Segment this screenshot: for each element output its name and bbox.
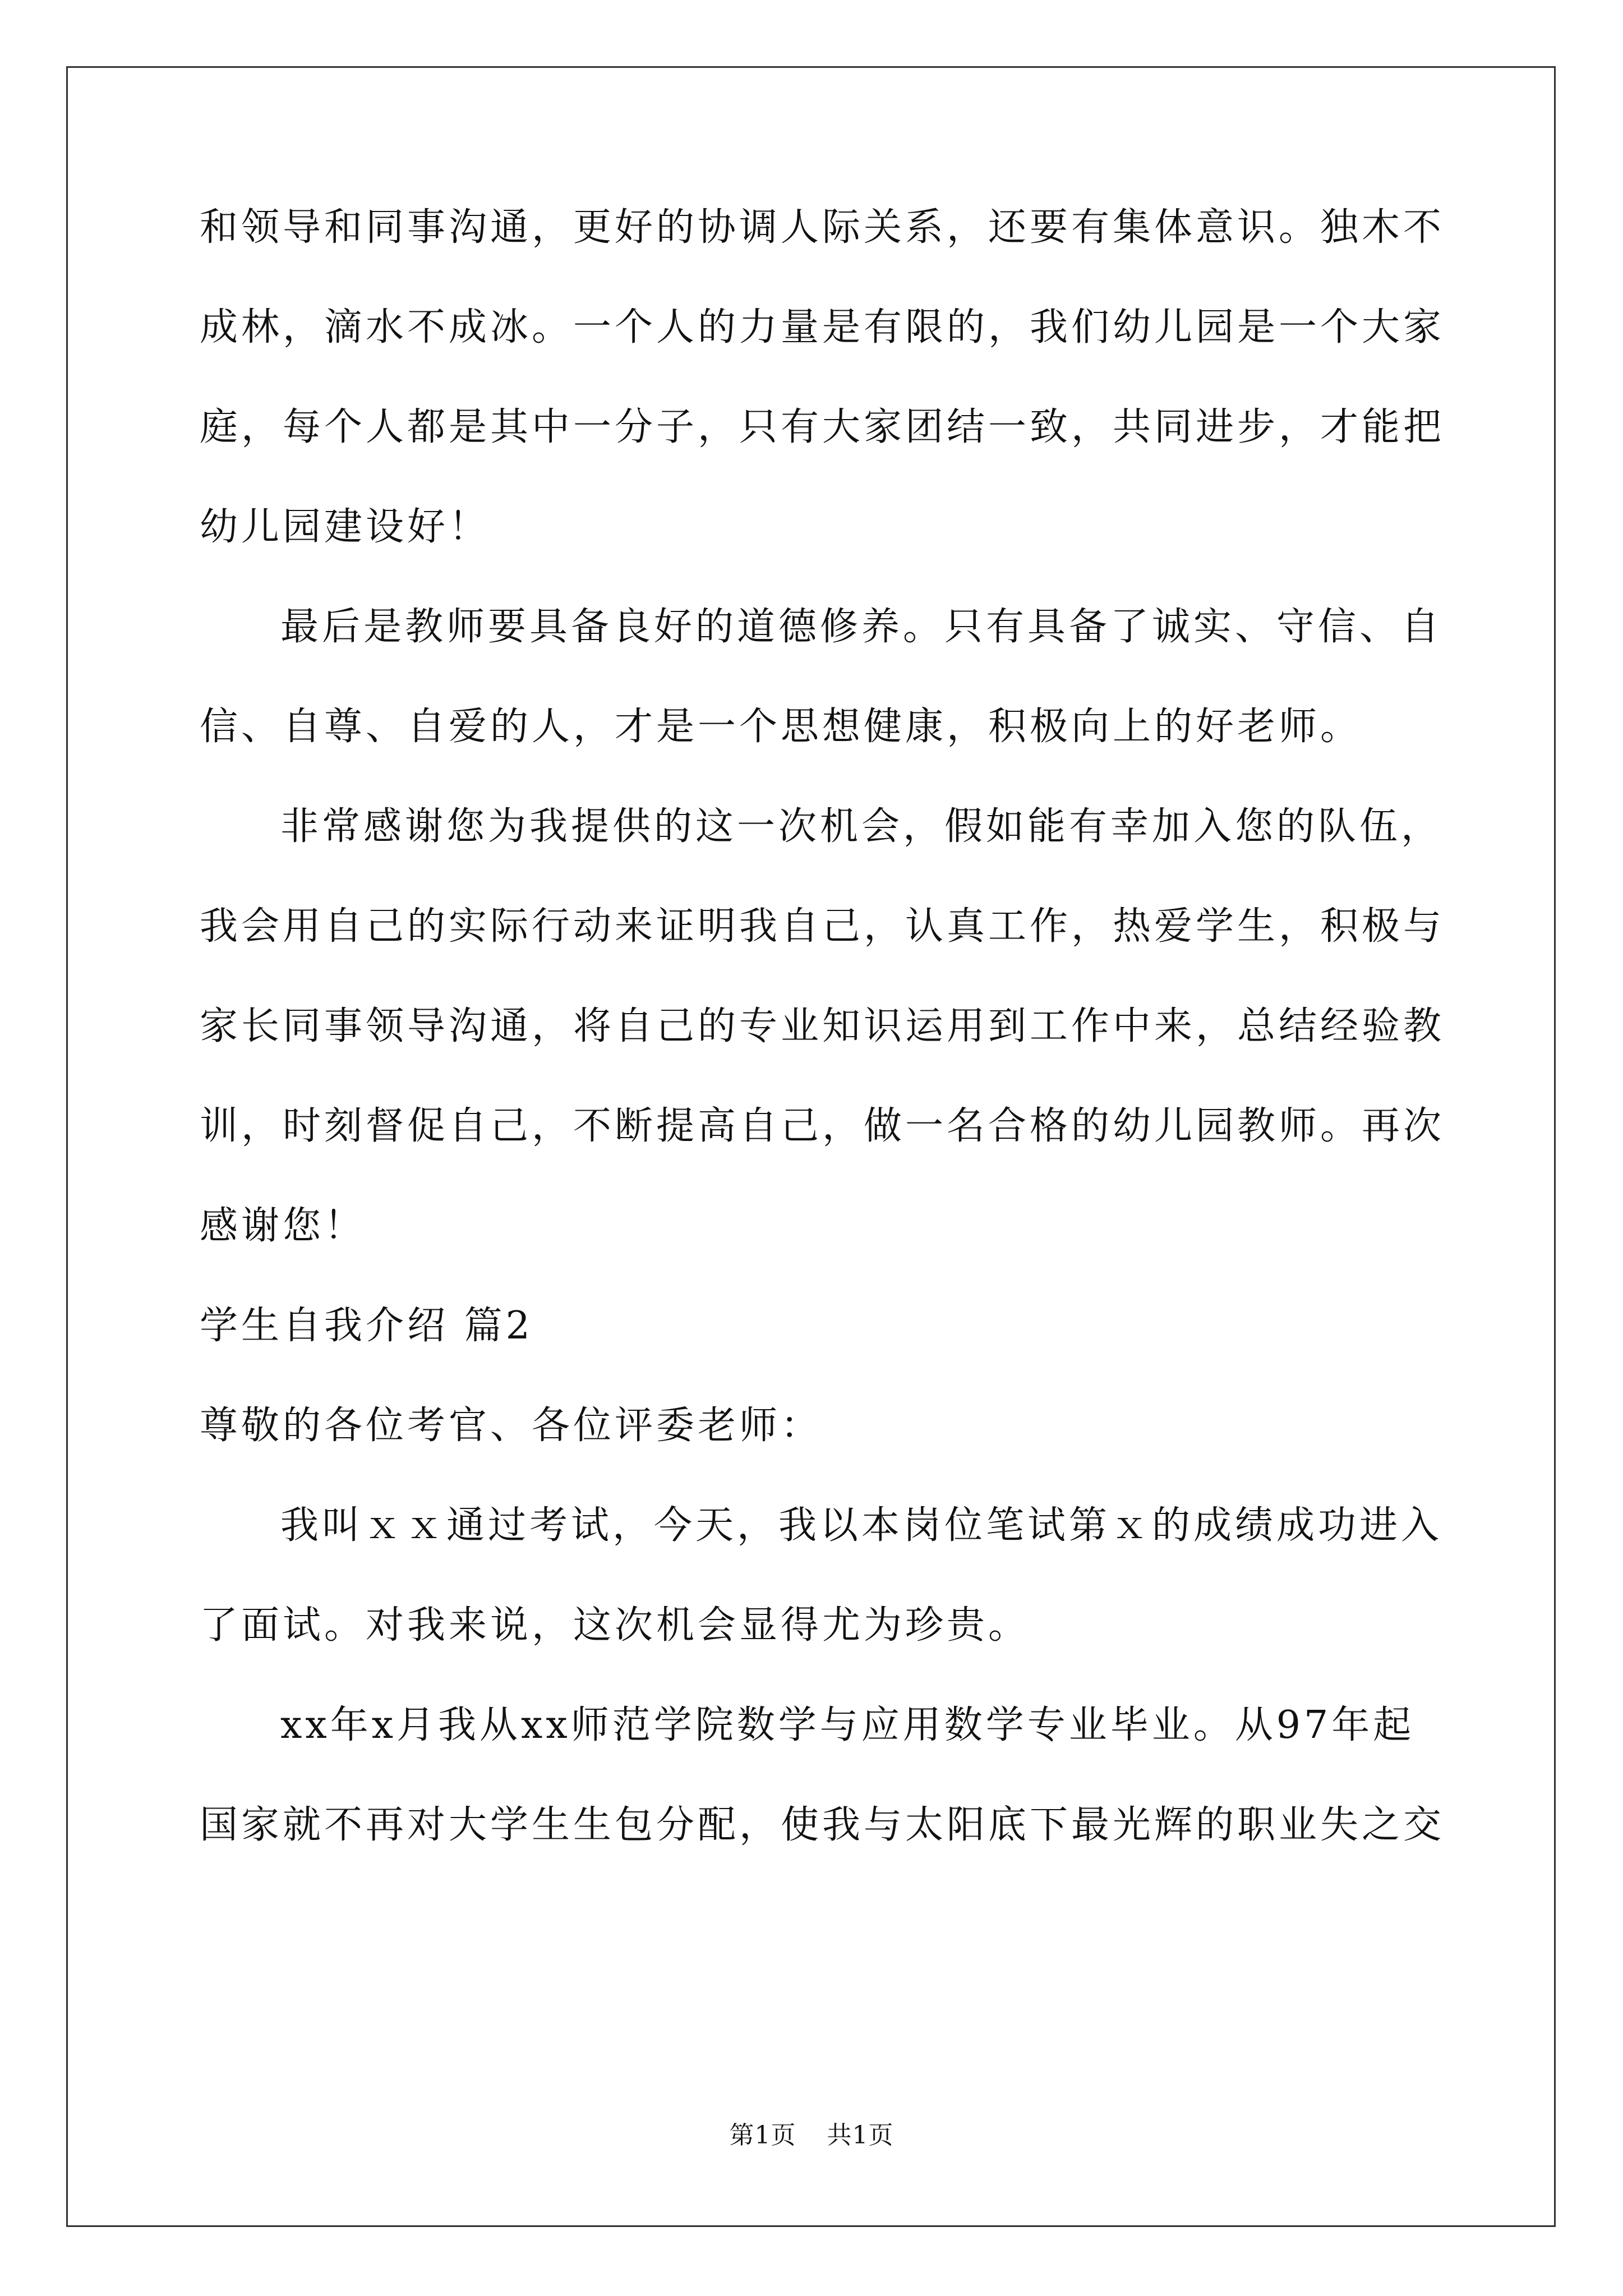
text-line: 训，时刻督促自己，不断提高自己，做一名合格的幼儿园教师。再次 <box>200 1104 1445 1148</box>
text-line: 信、自尊、自爱的人，才是一个思想健康，积极向上的好老师。 <box>200 705 1362 749</box>
text-line: 成林，滴水不成冰。一个人的力量是有限的，我们幼儿园是一个大家 <box>200 305 1445 349</box>
text-line: 了面试。对我来说，这次机会显得尤为珍贵。 <box>200 1603 1030 1648</box>
section-heading: 学生自我介绍 篇2 <box>200 1304 533 1348</box>
paragraph-start-line: 最后是教师要具备良好的道德修养。只有具备了诚实、守信、自 <box>280 605 1443 649</box>
text-line: 感谢您！ <box>200 1204 366 1248</box>
text-line: 我会用自己的实际行动来证明我自己，认真工作，热爱学生，积极与 <box>200 904 1445 949</box>
text-line: 和领导和同事沟通，更好的协调人际关系，还要有集体意识。独木不 <box>200 205 1445 250</box>
text-line: 国家就不再对大学生生包分配，使我与太阳底下最光辉的职业失之交 <box>200 1803 1445 1847</box>
paragraph-start-line: 非常感谢您为我提供的这一次机会，假如能有幸加入您的队伍， <box>280 804 1443 849</box>
salutation-line: 尊敬的各位考官、各位评委老师： <box>200 1404 823 1448</box>
paragraph-start-line: xx年x月我从xx师范学院数学与应用数学专业毕业。从97年起 <box>280 1703 1415 1747</box>
text-line: 幼儿园建设好！ <box>200 505 491 549</box>
paragraph-start-line: 我叫ｘｘ通过考试，今天，我以本岗位笔试第ｘ的成绩成功进入 <box>280 1503 1443 1548</box>
page-number: 第1页 <box>729 2121 796 2150</box>
page-total: 共1页 <box>827 2121 894 2150</box>
page-footer <box>0 2122 1623 2150</box>
text-line: 家长同事领导沟通，将自己的专业知识运用到工作中来，总结经验教 <box>200 1004 1445 1048</box>
text-line: 庭，每个人都是其中一分子，只有大家团结一致，共同进步，才能把 <box>200 405 1445 449</box>
